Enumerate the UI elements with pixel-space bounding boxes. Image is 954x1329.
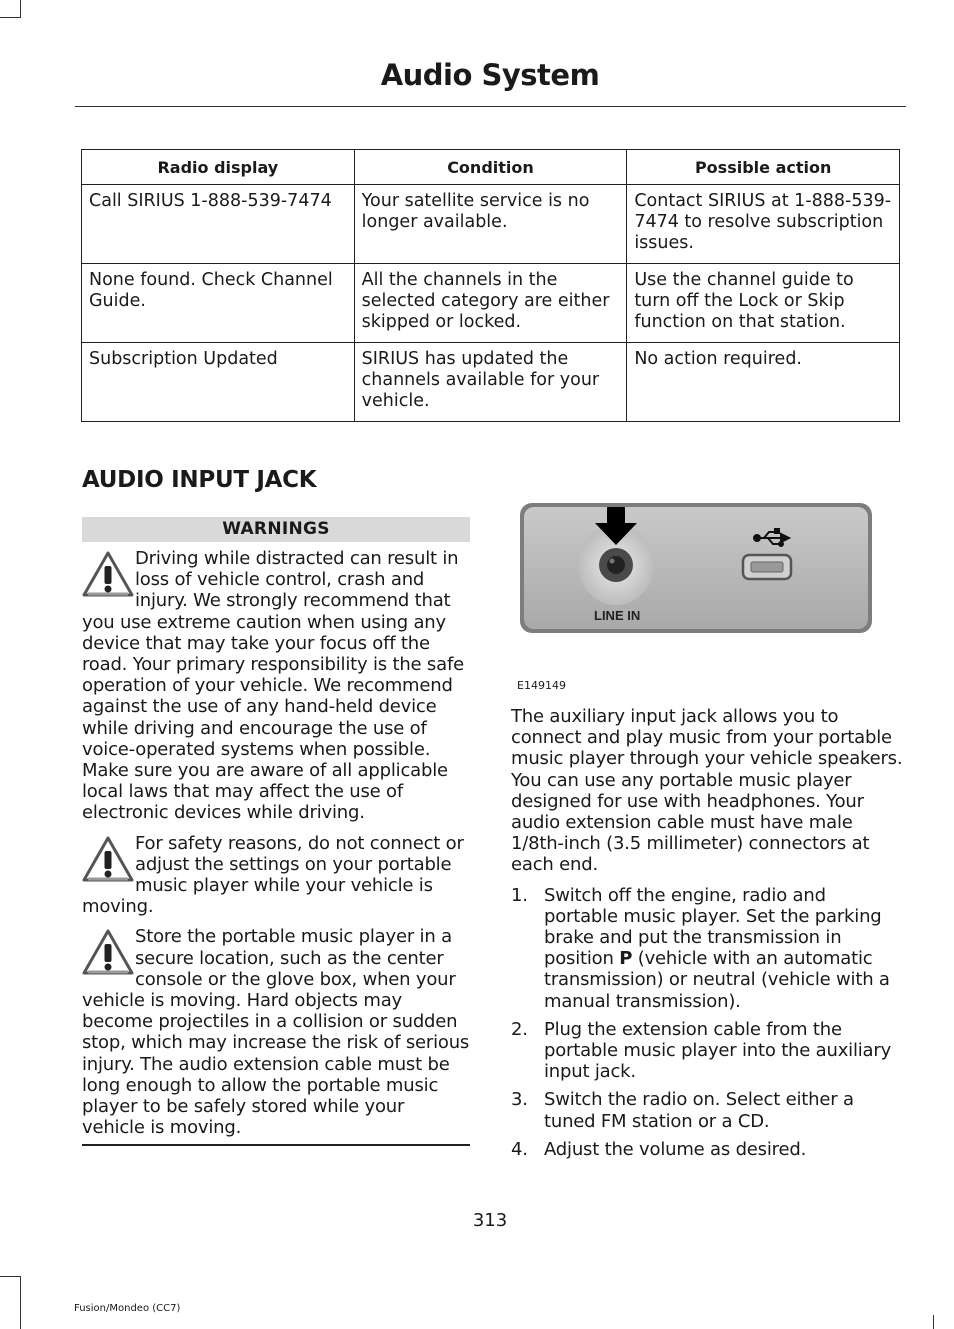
warning-block: [82, 548, 470, 824]
line-in-label: LINE IN: [594, 608, 641, 623]
page-number: 313: [472, 1210, 508, 1231]
table-row: [82, 343, 900, 422]
figure-code: E149149: [517, 679, 566, 692]
list-item: [511, 1139, 903, 1160]
instructions-column: [511, 706, 903, 1167]
table-cell: Use the channel guide to turn off the Lock or Skip function on that station.: [627, 264, 900, 343]
crop-mark: [20, 1276, 21, 1329]
step-text: Switch the radio on. Select either a tuned FM station or a CD.: [544, 1089, 854, 1132]
step-number: 4.: [511, 1138, 528, 1160]
crop-mark: [20, 0, 21, 18]
table-cell: No action required.: [627, 343, 900, 422]
column-header: Possible action: [627, 150, 900, 185]
warnings-column: [82, 517, 470, 1146]
table-cell: None found. Check Channel Guide.: [82, 264, 355, 343]
steps-list: [511, 885, 903, 1160]
table-cell: Contact SIRIUS at 1-888-539-7474 to resolve subscription issues.: [627, 185, 900, 264]
column-header: Condition: [354, 150, 627, 185]
title-divider: [75, 106, 906, 107]
intro-paragraph: The auxiliary input jack allows you to connect and play music from your portable music player through your vehicle speakers. You can use any portable music player designed for use with headphones. Your audio extension cable must have male 1/8th-inch (3.5 millimeter) connectors at each end.: [511, 706, 903, 876]
crop-mark: [0, 17, 20, 18]
warning-triangle-icon: [82, 550, 134, 600]
column-header: Radio display: [82, 150, 355, 185]
table-cell: Subscription Updated: [82, 343, 355, 422]
step-number: 2.: [511, 1018, 528, 1040]
warning-triangle-icon: [82, 835, 134, 885]
warning-block: [82, 926, 470, 1138]
auxiliary-panel-illustration: [511, 495, 883, 675]
table-cell: All the channels in the selected category are either skipped or locked.: [354, 264, 627, 343]
warning-block: [82, 833, 470, 918]
footer-model: Fusion/Mondeo (CC7): [74, 1303, 181, 1314]
step-number: 3.: [511, 1089, 528, 1111]
table-cell: Call SIRIUS 1-888-539-7474: [82, 185, 355, 264]
step-number: 1.: [511, 884, 528, 906]
warnings-header: WARNINGS: [82, 517, 470, 542]
warning-triangle-icon: [82, 928, 134, 978]
warning-text: For safety reasons, do not connect or adjust the settings on your portable music player while your vehicle is moving.: [82, 832, 464, 918]
crop-mark: [933, 1315, 934, 1329]
list-item: [511, 1089, 903, 1131]
radio-display-table: [81, 149, 900, 422]
table-cell: Your satellite service is no longer available.: [354, 185, 627, 264]
table-cell: SIRIUS has updated the channels available for your vehicle.: [354, 343, 627, 422]
step-text: Switch off the engine, radio and portable music player. Set the parking brake and put the transmission in position: [544, 884, 882, 970]
warning-text: Store the portable music player in a secure location, such as the center console or the glove box, when your vehicle is moving. Hard objects may become projectiles in a collision or sudden stop, which may increase the risk of serious injury. The audio extension cable must be long enough to allow the portable music player to be safely stored while your vehicle is moving.: [82, 926, 470, 1139]
section-heading: AUDIO INPUT JACK: [82, 467, 317, 493]
step-text-continued: (vehicle with an automatic transmission) or neutral (vehicle with a manual transmission).: [544, 948, 890, 1012]
crop-mark: [0, 1276, 20, 1277]
warning-text: Driving while distracted can result in loss of vehicle control, crash and injury. We strongly recommend that you use extreme caution when using any device that may take your focus off the road. Your primary responsibility is the safe operation of your vehicle. We recommend against the use of any hand-held device while driving and encourage the use of voice-operated systems when possible. Make sure you are aware of all applicable local laws that may affect the use of electronic devices while driving.: [82, 548, 464, 824]
line-in-figure: [511, 495, 883, 695]
warnings-end-divider: [82, 1144, 470, 1146]
list-item: [511, 885, 903, 1012]
step-text: Adjust the volume as desired.: [544, 1138, 807, 1160]
step-text: Plug the extension cable from the portable music player into the auxiliary input jack.: [544, 1018, 892, 1083]
table-header-row: [82, 150, 900, 185]
page-title: Audio System: [380, 58, 600, 92]
table-row: [82, 185, 900, 264]
list-item: [511, 1019, 903, 1083]
table-row: [82, 264, 900, 343]
step-bold-text: P: [619, 948, 633, 970]
